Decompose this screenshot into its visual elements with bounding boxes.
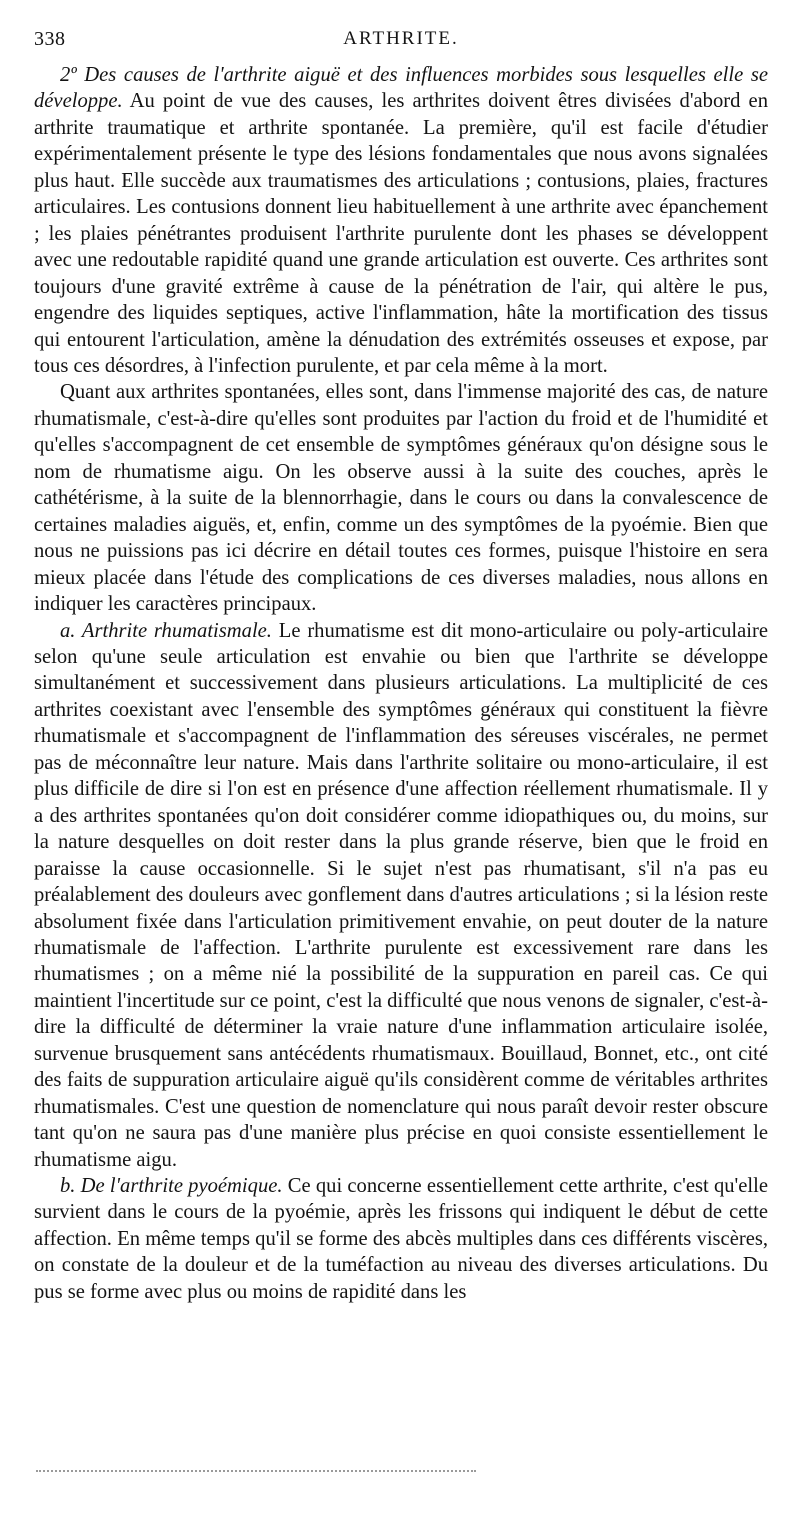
section-heading-rheumatic: a. Arthrite rhumatismale. xyxy=(60,619,272,642)
section-heading-pyoemic: b. De l'arthrite pyoémique. xyxy=(60,1175,283,1198)
paragraph-causes xyxy=(34,62,768,379)
paragraph-text: Au point de vue des causes, les arthrites doivent êtres divisées d'abord en arthrite traumatique et arthrite spontanée. La première, qu'il est facile d'étudier expérimentalement présente le type des lésions fondamentales que nous avons signalées plus haut. Elle succède aux traumatismes des articulations ; contusions, plaies, fractures articulaires. Les contusions donnent lieu habituellement à une arthrite avec épanchement ; les plaies pénétrantes produisent l'arthrite purulente dont les phases se développent avec une redoutable rapidité quand une grande articulation est ouverte. Ces arthrites sont toujours d'une gravité extrême à cause de la pénétration de l'air, qui altère le pus, engendre des liquides septiques, active l'inflammation, hâte la mortification des tissus qui entourent l'articulation, amène la dénudation des extrémités osseuses et expose, par tous ces désordres, à l'infection purulente, et par cela même à la mort. xyxy=(34,90,768,377)
section-heading-causes: 2º Des causes de l'arthrite aiguë et des influences morbides sous lesquelles elle se développe. xyxy=(34,64,768,113)
page-header xyxy=(34,28,768,62)
body-text xyxy=(34,62,768,1305)
paragraph-text: Ce qui concerne essentiellement cette arthrite, c'est qu'elle survient dans le cours de la pyoémie, après les frissons qui indiquent le début de cette affection. En même temps qu'il se forme des abcès multiples dans ces différents viscères, on constate de la douleur et de la tuméfaction au niveau des diverses articulations. Du pus se forme avec plus ou moins de rapidité dans les xyxy=(34,1175,768,1303)
paragraph-text: Le rhumatisme est dit mono-articulaire ou poly-articulaire selon qu'une seule articulation est envahie ou bien que l'arthrite se développe simultanément et successivement dans plusieurs articulations. La multiplicité de ces arthrites coexistant avec l'ensemble des symptômes généraux qui constituent la fièvre rhumatismale et s'accompagnent de l'inflammation des séreuses viscérales, ne permet pas de méconnaître leur nature. Mais dans l'arthrite solitaire ou mono-articulaire, il est plus difficile de dire si l'on est en présence d'une affection réellement rhumatismale. Il y a des arthrites spontanées qu'on doit considérer comme idiopathiques ou, du moins, sur la nature desquelles on doit rester dans la plus grande réserve, bien que le froid en paraisse la cause occasionnelle. Si le sujet n'est pas rhumatisant, s'il n'a pas eu préalablement des douleurs avec gonflement dans d'autres articulations ; si la lésion reste absolument fixée dans l'articulation primitivement envahie, on peut douter de la nature rhumatismale de l'affection. L'arthrite purulente est excessivement rare dans les rhumatismes ; on a même nié la possibilité de la suppuration en pareil cas. Ce qui maintient l'incertitude sur ce point, c'est la difficulté que nous venons de signaler, c'est-à-dire la difficulté de déterminer la vraie nature d'une inflammation articulaire isolée, survenue brusquement sans antécédents rhumatismaux. Bouillaud, Bonnet, etc., ont cité des faits de suppuration articulaire aiguë qu'ils considèrent comme de véritables arthrites rhumatismales. C'est une question de nomenclature qui nous paraît devoir rester obscure tant qu'on ne saura pas d'une manière plus précise en quoi consiste essentiellement le rhumatisme aigu. xyxy=(34,619,769,1171)
footer-rule xyxy=(36,1470,476,1472)
paragraph-text: Quant aux arthrites spontanées, elles sont, dans l'immense majorité des cas, de nature rhumatismale, c'est-à-dire qu'elles sont produites par l'action du froid et de l'humidité et qu'elles s'accompagnent de cet ensemble de symptômes généraux qu'on désigne sous le nom de rhumatisme aigu. On les observe aussi à la suite des couches, après le cathétérisme, à la suite de la blennorrhagie, dans le cours ou dans la convalescence de certaines maladies aiguës, et, enfin, comme un des symptômes de la pyoémie. Bien que nous ne puissions pas ici décrire en détail toutes ces formes, puisque l'histoire en sera mieux placée dans l'étude des complications de ces diverses maladies, nous allons en indiquer les caractères principaux. xyxy=(34,381,768,616)
page-number: 338 xyxy=(34,28,66,50)
running-title: ARTHRITE. xyxy=(343,28,459,49)
paragraph-spontaneous xyxy=(34,379,768,617)
paragraph-rheumatic xyxy=(34,618,768,1174)
book-page xyxy=(34,28,768,1305)
paragraph-pyoemic xyxy=(34,1173,768,1305)
